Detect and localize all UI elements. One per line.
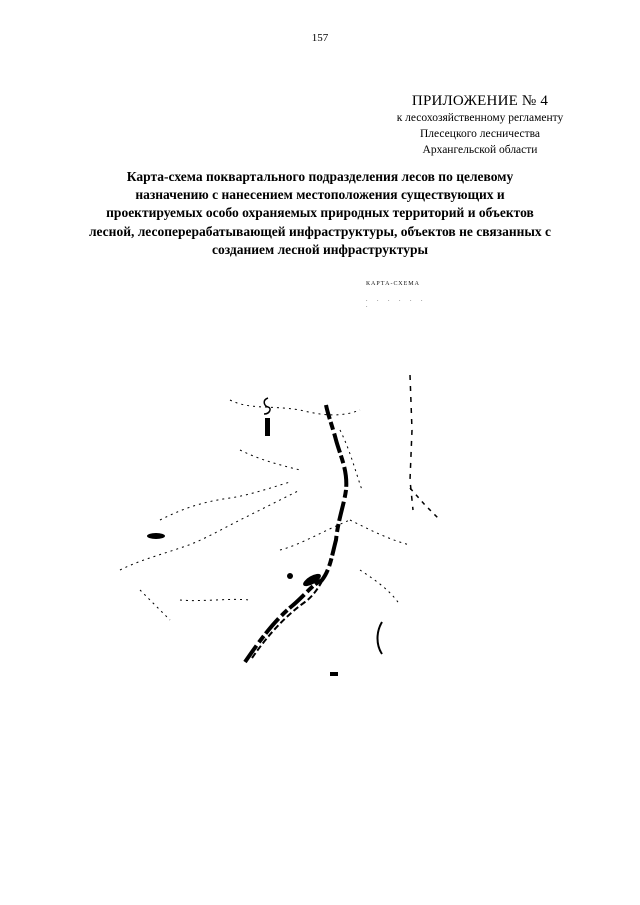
appendix-line-regulation: к лесохозяйственному регламенту bbox=[396, 112, 564, 124]
map-stream bbox=[378, 622, 383, 654]
page-number: 157 bbox=[311, 32, 329, 44]
appendix-block bbox=[360, 93, 600, 158]
map-lake bbox=[147, 533, 165, 539]
heading-line: лесной, лесоперерабатывающей инфраструктуры, объектов не связанных с bbox=[88, 223, 552, 239]
heading-line: созданием лесной инфраструктуры bbox=[211, 241, 429, 257]
map-river-main bbox=[245, 405, 346, 662]
appendix-title: ПРИЛОЖЕНИЕ № 4 bbox=[411, 93, 549, 109]
map-lake bbox=[265, 418, 270, 436]
heading-line: проектируемых особо охраняемых природных территорий и объектов bbox=[106, 205, 534, 221]
map-subcaption: . . . . . . . bbox=[366, 297, 427, 309]
map-mark bbox=[264, 398, 270, 414]
document-heading bbox=[40, 168, 600, 259]
map-marker bbox=[287, 573, 293, 579]
forest-map-figure bbox=[100, 370, 460, 690]
map-caption: КАРТА-СХЕМА bbox=[366, 281, 420, 287]
heading-line: назначению с нанесением местоположения существующих и bbox=[135, 187, 505, 203]
appendix-line-region: Архангельской области bbox=[422, 144, 538, 156]
appendix-line-forestry: Плесецкого лесничества bbox=[420, 128, 540, 140]
map-boundary-east bbox=[410, 488, 438, 518]
map-marker bbox=[330, 672, 338, 676]
heading-line: Карта-схема поквартального подразделения лесов по целевому bbox=[126, 169, 514, 184]
